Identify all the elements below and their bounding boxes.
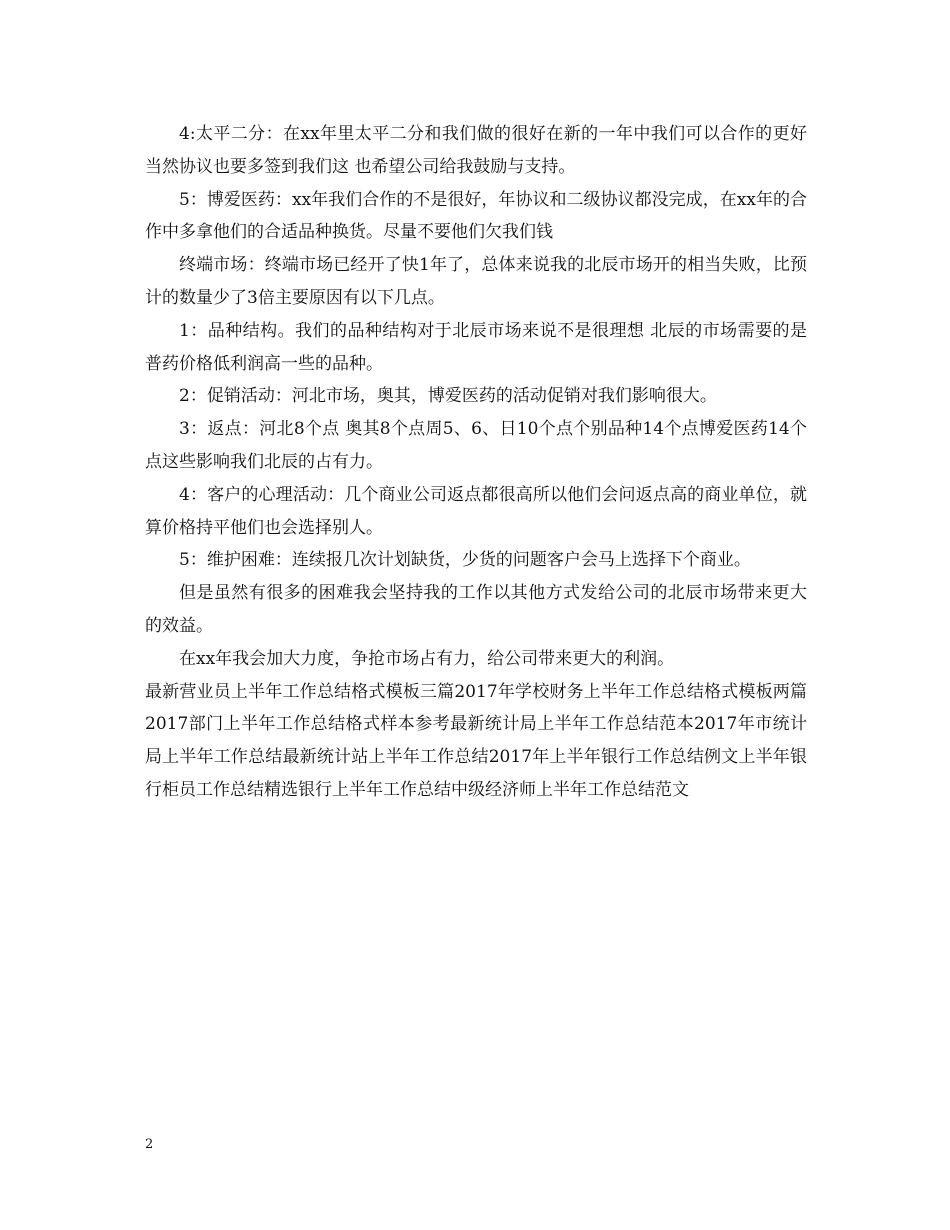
paragraph-next-year: 在xx年我会加大力度，争抢市场占有力，给公司带来更大的利润。: [179, 648, 675, 669]
paragraph-promotion: 2：促销活动：河北市场，奥其，博爱医药的活动促销对我们影响很大。: [179, 386, 717, 407]
paragraph-customer-psychology: 4：客户的心理活动：几个商业公司返点都很高所以他们会问返点高的商业单位，就算价格持平他们也会选择别人。: [145, 484, 807, 538]
paragraph-terminal-market: 终端市场：终端市场已经开了快1年了，总体来说我的北辰市场开的相当失败，比预计的数量少了3倍主要原因有以下几点。: [145, 255, 807, 308]
paragraph-maintenance: 5：维护困难：连续报几次计划缺货，少货的问题客户会马上选择下个商业。: [179, 550, 751, 571]
paragraph-persist: 但是虽然有很多的困难我会坚持我的工作以其他方式发给公司的北辰市场带来更大的效益。: [145, 583, 807, 636]
paragraph-product-structure: 1：品种结构。我们的品种结构对于北辰市场来说不是很理想 北辰的市场需要的是普药价格低利润高一些的品种。: [145, 320, 807, 374]
related-articles: 最新营业员上半年工作总结格式模板三篇2017年学校财务上半年工作总结格式模板两篇2017部门上半年工作总结格式样本参考最新统计局上半年工作总结范本2017年市统计局上半年工作总结最新统计站上半年工作总结2017年上半年银行工作总结例文上半年银行柜员工作总结精选银行上半年工作总结中级经济师上半年工作总结范文: [145, 681, 807, 800]
paragraph-boai: 5：博爱医药：xx年我们合作的不是很好，年协议和二级协议都没完成，在xx年的合作中多拿他们的合适品种换货。尽量不要他们欠我们钱: [145, 189, 807, 243]
document-body: [145, 118, 807, 807]
paragraph-rebate: 3：返点：河北8个点 奥其8个点周5、6、日10个点个别品种14个点博爱医药14个点这些影响我们北辰的占有力。: [145, 419, 807, 472]
page-number: 2: [145, 1137, 154, 1152]
paragraph-taiping: 4:太平二分：在xx年里太平二分和我们做的很好在新的一年中我们可以合作的更好当然协议也要多签到我们这 也希望公司给我鼓励与支持。: [145, 124, 807, 177]
